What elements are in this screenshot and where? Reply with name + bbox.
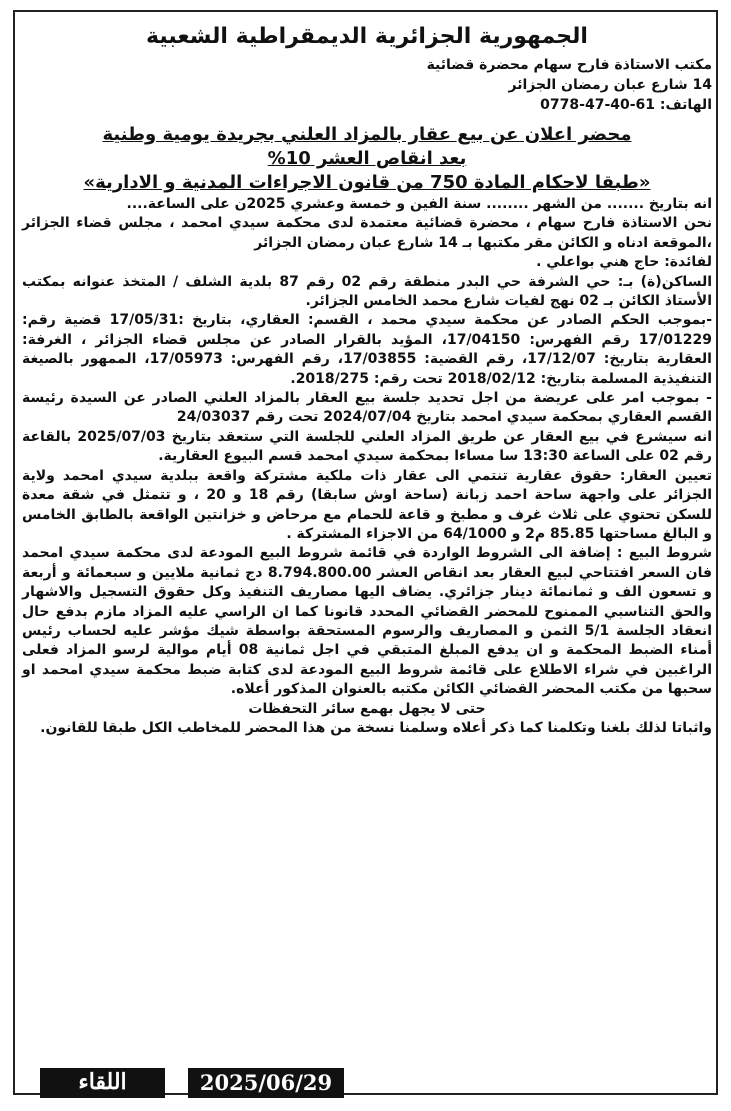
republic-title: الجمهورية الجزائرية الديمقراطية الشعبية	[146, 24, 588, 49]
publication-name: اللقاء	[40, 1068, 165, 1098]
paragraph-residence: الساكن(ة) بـ: حي الشرفة حي البدر منطقة رقم 02 رقم 87 بلدية الشلف / المتخذ عنوانه بمكتب الأستاذ الكائن بـ 02 نهج لفيات شارع محمد الخامس الجزائر.	[22, 273, 712, 310]
closing-line: حتى لا يجهل بهمع سائر التحفظات	[248, 700, 486, 717]
paragraph-attestation: واثباتا لذلك بلغنا وتكلمنا كما ذكر أعلاه وسلمنا نسخة من هذا المحضر للمخاطب الكل طبقا للقانون.	[40, 719, 712, 736]
notice-title-line1: محضر اعلان عن بيع عقار بالمزاد العلني بجريدة يومية وطنية	[102, 124, 632, 145]
paragraph-bailiff: نحن الاستاذة فارح سهام ، محضرة قضائية معتمدة لدى محكمة سيدي امحمد ، مجلس قضاء الجزائر ،الموقعة ادناه و الكائن مقر مكتبها بـ 14 شارع عبان رمضان الجزائر	[22, 215, 712, 251]
paragraph-judgment: -بموجب الحكم الصادر عن محكمة سيدي محمد ، القسم: العقاري، بتاريخ :17/05/31 قضية رقم: 17/01229 رقم الفهرس: 17/04150، المؤيد بالقرار الصادر عن مجلس قضاء الجزائر ، الغرفة: العقارية بتاريخ: 17/12/07، رقم القضية: 17/03855، رقم الفهرس: 17/05973، الممهور بالصيغة التنفيذية المسلمة بتاريخ: 2018/02/12 تحت رقم: 2018/275.	[22, 312, 713, 387]
paragraph-date: انه بتاريخ ....... من الشهر ........ سنة الفين و خمسة وعشري 2025ن على الساعة....	[126, 196, 712, 212]
paragraph-sale-terms: شروط البيع : إضافة الى الشروط الواردة في قائمة شروط البيع المودعة لدى محكمة سيدي امحمد فان السعر افتتاحي لبيع العقار بعد انقاص العشر 8.794.800.00 دج ثمانية ملايين و سبعمائة و أربعة و تسعون الف و ثمانمائة دينار جزائري. يضاف اليها مصاريف التنفيذ وكل حقوق التسجيل والاشهار والحق التناسبي الممنوح للمحضر القضائي المحدد قانونا كما ان الراسي عليه المزاد مازم بدفع حال انعقاد الجلسة 5/1 الثمن و المصاريف والرسوم المستحقة بواسطة شيك مؤشر عليه لحساب رئيس أمناء الضبط المحكمة و ان يدفع المبلغ المتبقي في اجل ثمانية 08 أيام موالية لرسو المزاد فعلى الراغبين في شراء الاطلاع على قائمة شروط البيع المودعة لدى كتابة ضبط محكمة سيدي امحمد او سحبها من مكتب المحضر القضائي الكائن مكتبه بالعنوان المذكور أعلاه.	[22, 545, 712, 698]
notice-title-line3: «طبقا لاحكام المادة 750 من قانون الاجراءات المدنية و الادارية»	[83, 172, 651, 193]
paragraph-property: تعيين العقار: حقوق عقارية تنتمي الى عقار ذات ملكية مشتركة واقعة ببلدية سيدي امحمد ولاية الجزائر على واجهة ساحة احمد زبانة (ساحة اوش سابقا) رقم 18 و 20 ، و تتمثل في شقة معدة للسكن تحتوي على ثلاث غرف و مطبخ و قاعة للحمام مع مرحاض و خزانتين الواقعة بالطابق الخامس و البالغ مساحتها 85.85 م2 و 64/1000 من الاجزاء المشتركة .	[22, 467, 713, 542]
publication-date: 2025/06/29	[188, 1068, 344, 1098]
office-address: 14 شارع عبان رمضان الجزائر	[508, 77, 712, 93]
paragraph-order: - بموجب امر على عريضة من اجل تحديد جلسة بيع العقار بالمزاد العلني الصادر عن السيدة رئيسة القسم العقاري بمحكمة سيدي امحمد بتاريخ 2024/07/04 تحت رقم 24/03037	[22, 390, 712, 426]
notice-document	[22, 18, 712, 738]
office-phone: الهاتف: 61-40-47-0778	[540, 97, 712, 113]
paragraph-beneficiary: لفائدة: حاج هني بواعلي .	[536, 254, 712, 271]
notice-title	[22, 123, 712, 195]
paragraph-auction-date: انه سيشرع في بيع العقار عن طريق المزاد العلني للجلسة التي ستعقد بتاريخ 2025/07/03 بالقاعة رقم 02 على الساعة 13:30 سا مساءا بمحكمة سيدي امحمد قسم البيوع العقارية.	[22, 428, 713, 465]
notice-title-line2: بعد انقاص العشر 10%	[267, 148, 467, 169]
office-name: مكتب الاستاذة فارح سهام محضرة قضائية	[426, 57, 712, 73]
